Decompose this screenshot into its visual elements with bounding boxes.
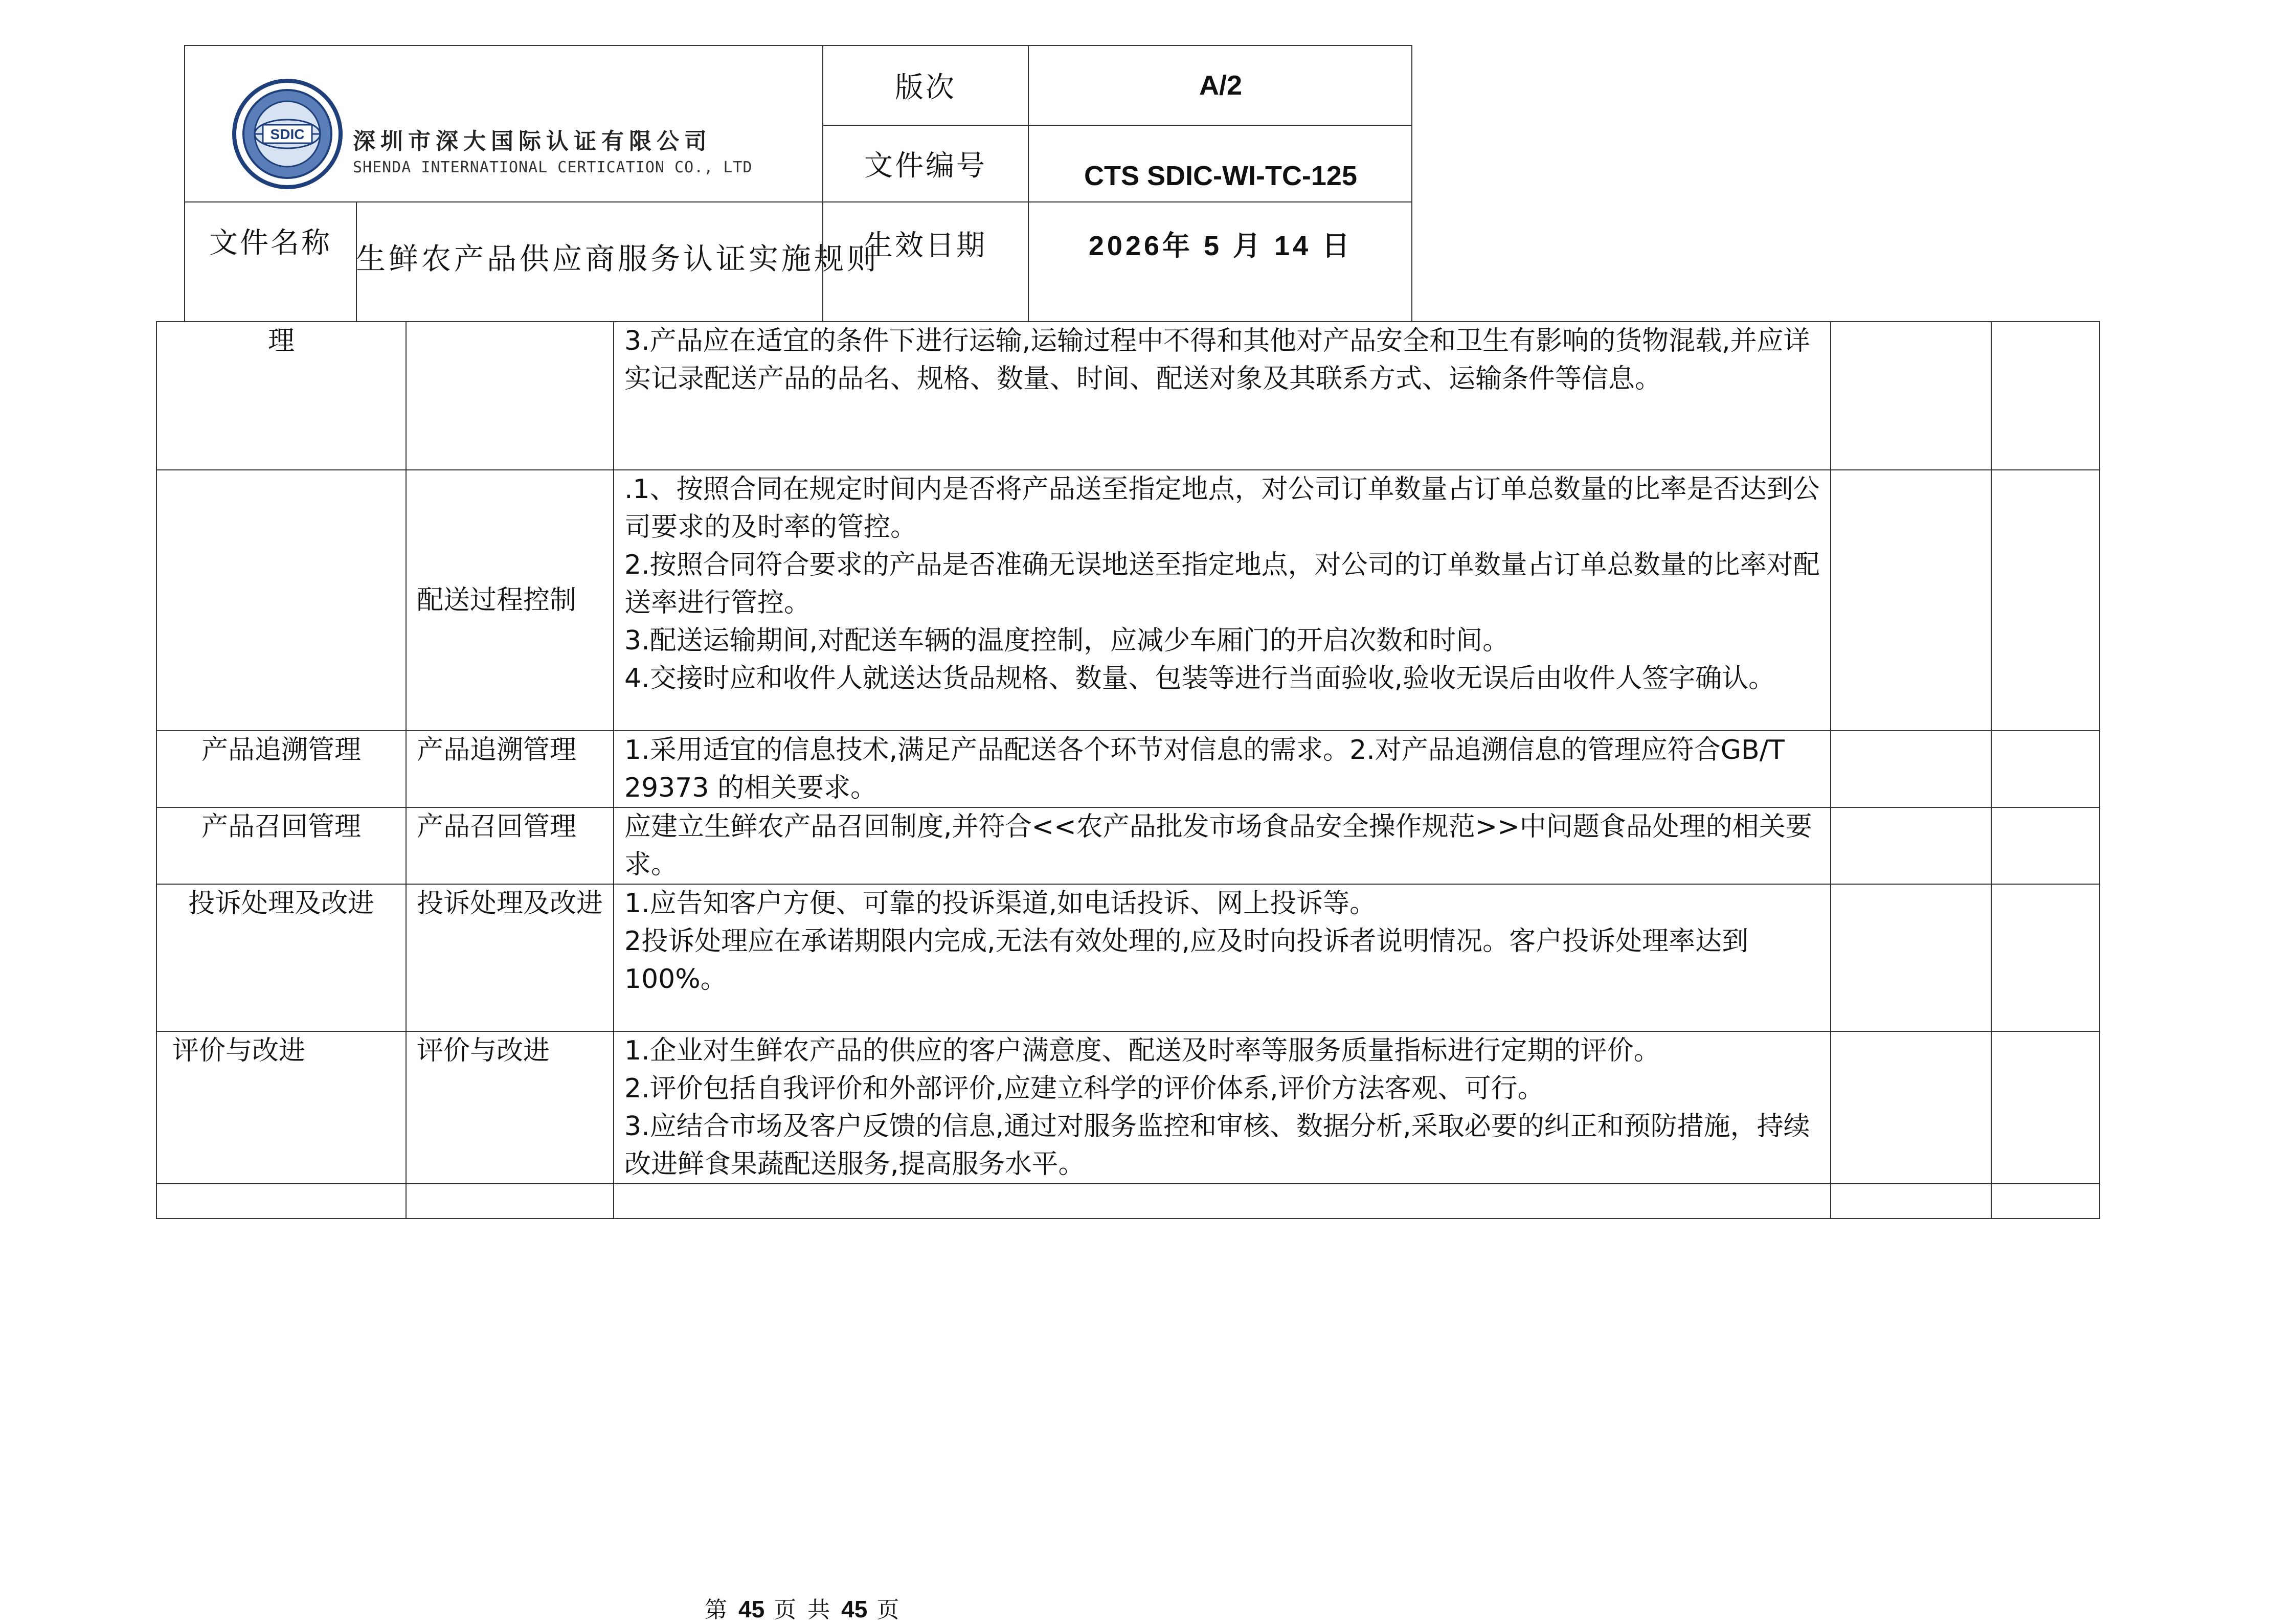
company-name-en: SHENDA INTERNATIONAL CERTICATION CO., LTD: [353, 159, 753, 176]
page-total: 45: [841, 1596, 868, 1622]
table-row: [156, 731, 2100, 807]
empty-cell: [1991, 731, 2100, 807]
company-logo: [231, 78, 819, 211]
company-name-cn: 深圳市深大国际认证有限公司: [353, 128, 712, 154]
empty-cell: [1831, 322, 1991, 470]
subcategory-cell: 评价与改进: [406, 1031, 614, 1184]
footer-suffix: 页: [876, 1597, 902, 1623]
empty-cell: [1831, 470, 1991, 731]
requirement-text: .1、按照合同在规定时间内是否将产品送至指定地点，对公司订单数量占订单总数量的比率是否达到公司要求的及时率的管控。: [624, 474, 1820, 543]
empty-cell: [1831, 1184, 1991, 1219]
empty-cell: [1991, 1031, 2100, 1184]
requirement-text: 2.评价包括自我评价和外部评价,应建立科学的评价体系,评价方法客观、可行。: [624, 1073, 1544, 1104]
empty-cell: [1991, 470, 2100, 731]
empty-cell: [1831, 884, 1991, 1031]
table-row: [156, 470, 2100, 731]
requirement-text: 2.按照合同符合要求的产品是否准确无误地送至指定地点，对公司的订单数量占订单总数量的比率对配送率进行管控。: [624, 550, 1820, 618]
effective-date-label: 生效日期: [864, 229, 987, 262]
effective-date-value: 2026年 5 月 14 日: [1088, 230, 1353, 261]
empty-cell: [1831, 807, 1991, 884]
category-cell: 投诉处理及改进: [156, 884, 406, 1031]
page-footer: [705, 1591, 901, 1624]
document-header: [184, 45, 1412, 322]
doc-number-value: CTS SDIC-WI-TC-125: [1084, 161, 1357, 191]
category-cell: 理: [156, 322, 406, 470]
company-seal-icon: [231, 78, 344, 190]
footer-middle: 页 共: [774, 1597, 832, 1623]
version-value: A/2: [1199, 70, 1243, 101]
requirement-text: 1.应告知客户方便、可靠的投诉渠道,如电话投诉、网上投诉等。: [624, 888, 1377, 919]
table-row: [156, 807, 2100, 884]
requirement-cell: [614, 884, 1831, 1031]
requirement-text: 3.应结合市场及客户反馈的信息,通过对服务监控和审核、数据分析,采取必要的纠正和预防措施，持续改进鲜食果蔬配送服务,提高服务水平。: [624, 1111, 1810, 1180]
empty-cell: [1991, 322, 2100, 470]
category-cell: 评价与改进: [156, 1031, 406, 1184]
empty-cell: [614, 1184, 1831, 1219]
subcategory-cell: [406, 322, 614, 470]
requirement-cell: [614, 322, 1831, 470]
requirement-text: 1.企业对生鲜农产品的供应的客户满意度、配送及时率等服务质量指标进行定期的评价。: [624, 1035, 1660, 1066]
empty-cell: [156, 1184, 406, 1219]
subcategory-cell: 投诉处理及改进: [406, 884, 614, 1031]
subcategory-cell: 产品追溯管理: [406, 731, 614, 807]
requirement-text: 1.采用适宜的信息技术,满足产品配送各个环节对信息的需求。2.对产品追溯信息的管理应符合GB/T 29373 的相关要求。: [624, 735, 1785, 803]
requirement-text: 4.交接时应和收件人就送达货品规格、数量、包装等进行当面验收,验收无误后由收件人签字确认。: [624, 663, 1775, 694]
empty-cell: [1991, 1184, 2100, 1219]
file-name-label: 文件名称: [209, 227, 332, 260]
subcategory-cell: 产品召回管理: [406, 807, 614, 884]
category-cell: [156, 470, 406, 731]
doc-number-label: 文件编号: [864, 149, 987, 183]
version-label: 版次: [895, 71, 956, 104]
table-row: [156, 884, 2100, 1031]
empty-cell: [1991, 884, 2100, 1031]
svg-text:SDIC: SDIC: [270, 126, 305, 142]
table-row: [156, 1184, 2100, 1219]
requirement-text: 2投诉处理应在承诺期限内完成,无法有效处理的,应及时向投诉者说明情况。客户投诉处理率达到 100%。: [624, 926, 1749, 995]
subcategory-cell: 配送过程控制: [406, 470, 614, 731]
category-cell: 产品召回管理: [156, 807, 406, 884]
requirement-cell: [614, 470, 1831, 731]
empty-cell: [1831, 1031, 1991, 1184]
file-name-value: 生鲜农产品供应商服务认证实施规则: [356, 241, 880, 276]
requirement-cell: [614, 1031, 1831, 1184]
category-cell: 产品追溯管理: [156, 731, 406, 807]
requirements-table: [156, 321, 2100, 1219]
page-number: 45: [738, 1596, 765, 1622]
requirement-cell: [614, 807, 1831, 884]
footer-prefix: 第: [705, 1597, 729, 1623]
table-row: [156, 322, 2100, 470]
empty-cell: [1831, 731, 1991, 807]
requirement-cell: [614, 731, 1831, 807]
table-row: [156, 1031, 2100, 1184]
empty-cell: [1991, 807, 2100, 884]
requirement-text: 应建立生鲜农产品召回制度,并符合<<农产品批发市场食品安全操作规范>>中问题食品处理的相关要求。: [624, 811, 1812, 880]
requirement-text: 3.配送运输期间,对配送车辆的温度控制，应减少车厢门的开启次数和时间。: [624, 625, 1510, 656]
requirement-text: 3.产品应在适宜的条件下进行运输,运输过程中不得和其他对产品安全和卫生有影响的货物混载,并应详实记录配送产品的品名、规格、数量、时间、配送对象及其联系方式、运输条件等信息。: [624, 326, 1810, 394]
empty-cell: [406, 1184, 614, 1219]
